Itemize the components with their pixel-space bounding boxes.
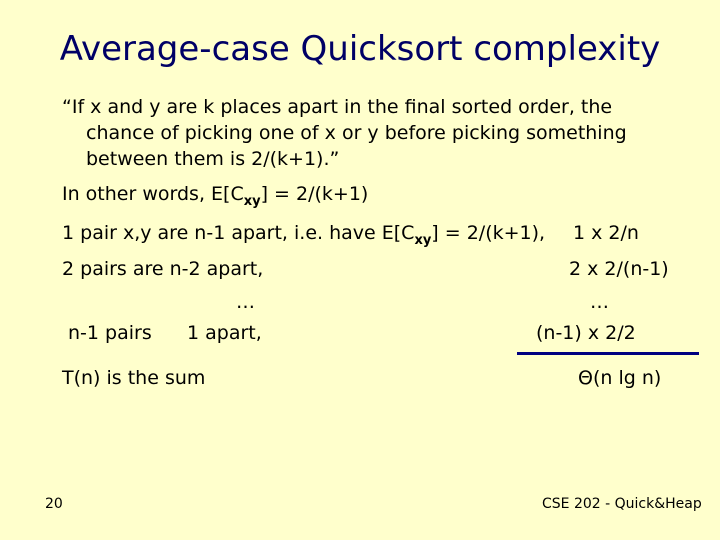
- ellipsis-right: …: [590, 291, 609, 313]
- pair2-text: 2 pairs are n-2 apart,: [62, 258, 264, 280]
- footer-course: CSE 202 - Quick&Heap: [542, 496, 702, 512]
- other-words-prefix: In other words, E[C: [62, 183, 244, 205]
- pair1-subscript: xy: [414, 233, 432, 248]
- pair1-prefix: 1 pair x,y are n-1 apart, i.e. have E[C: [62, 222, 415, 244]
- pairn-apart: 1 apart,: [187, 322, 262, 344]
- pairn-term: (n-1) x 2/2: [536, 322, 636, 344]
- pair1-suffix: ] = 2/(k+1),: [431, 222, 546, 244]
- pair1-term: 1 x 2/n: [573, 222, 639, 244]
- other-words-line: [62, 183, 369, 209]
- sum-text: T(n) is the sum: [62, 367, 206, 389]
- other-words-subscript: xy: [243, 194, 261, 209]
- pair1-line: [62, 222, 546, 248]
- sum-result-text: (n lg n): [592, 367, 662, 389]
- pair2-term: 2 x 2/(n-1): [569, 258, 669, 280]
- pairn-count: n-1 pairs: [68, 322, 152, 344]
- page-number: 20: [45, 496, 63, 512]
- quote-line-3: between them is 2/(k+1).”: [86, 148, 340, 170]
- sum-rule: [517, 352, 699, 355]
- quote-line-2: chance of picking one of x or y before picking something: [86, 122, 627, 144]
- other-words-suffix: ] = 2/(k+1): [260, 183, 369, 205]
- quote-line-1: “If x and y are k places apart in the final sorted order, the: [62, 96, 613, 118]
- sum-result: [578, 369, 661, 388]
- ellipsis-left: …: [236, 291, 255, 313]
- slide-title: Average-case Quicksort complexity: [59, 29, 661, 69]
- quote-block: [62, 94, 702, 172]
- theta-symbol: Θ: [578, 367, 593, 389]
